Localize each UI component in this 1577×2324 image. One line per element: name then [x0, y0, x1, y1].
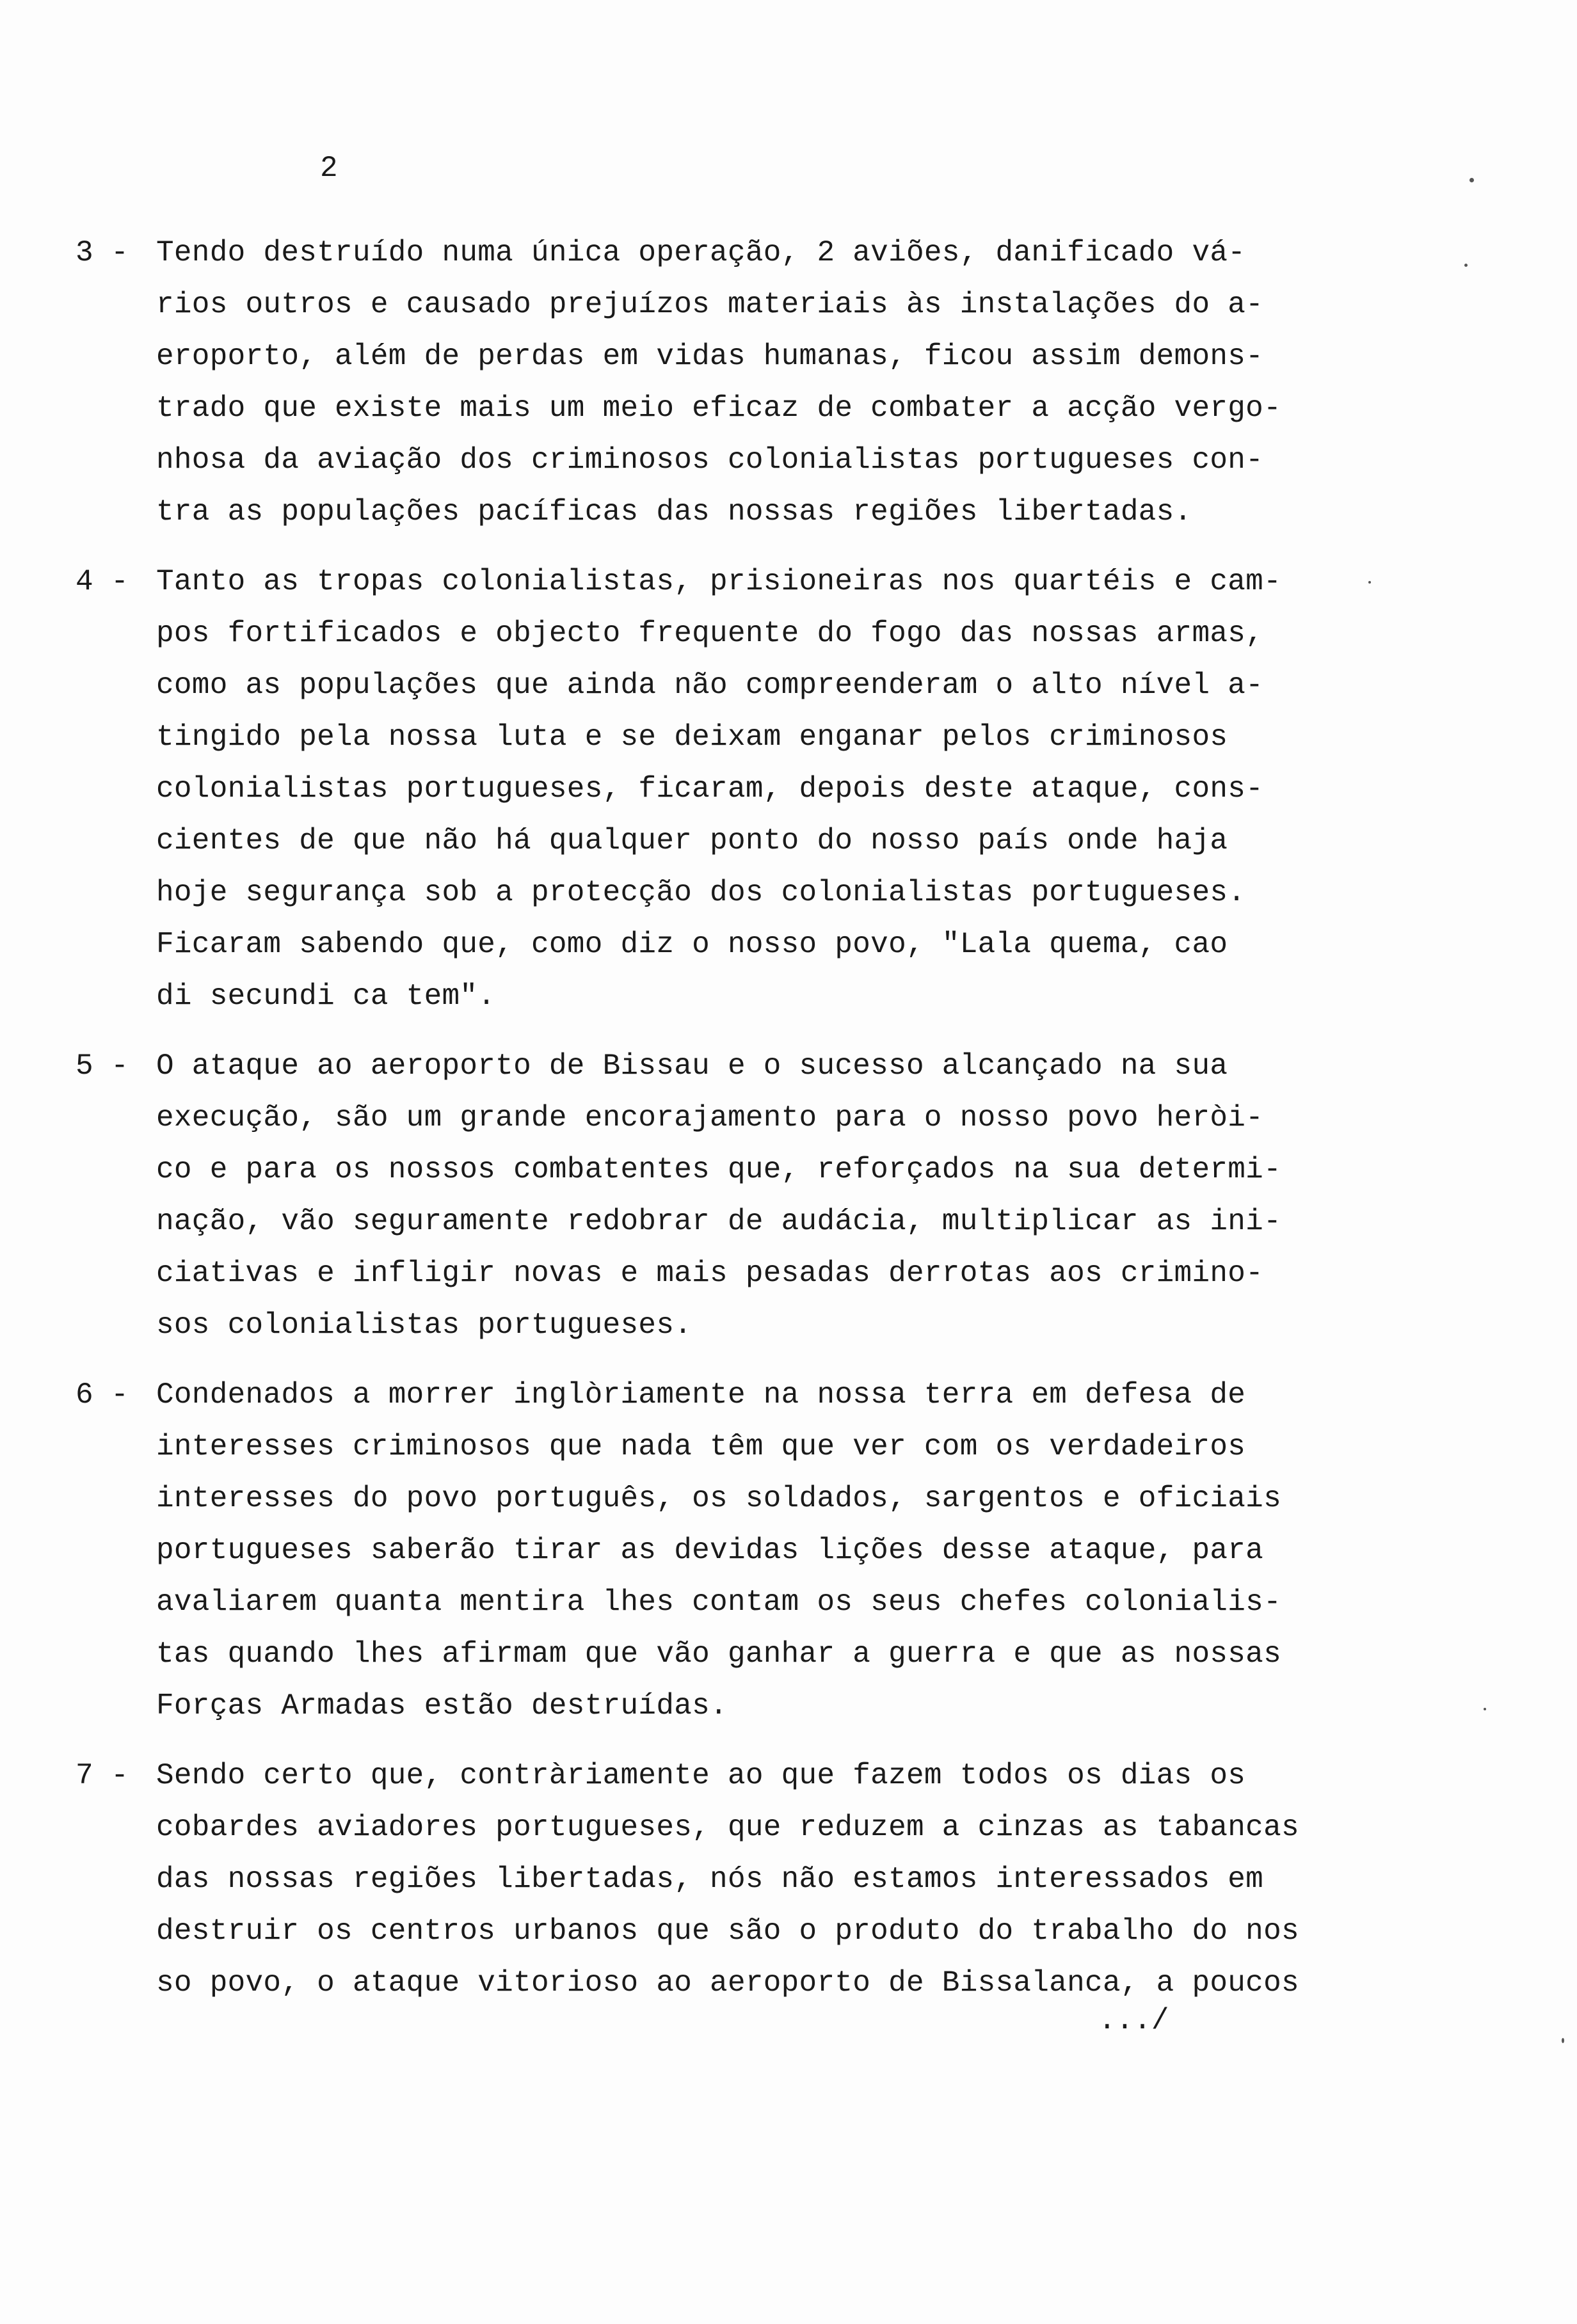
paragraph-number: 3 - — [76, 236, 129, 269]
paragraph-body — [156, 1040, 1375, 1351]
paragraph-body — [156, 556, 1375, 1023]
text-line: co e para os nossos combatentes que, reforçados na sua determi- — [156, 1153, 1281, 1186]
text-line: interesses do povo português, os soldados, sargentos e oficiais — [156, 1482, 1281, 1515]
text-line: portugueses saberão tirar as devidas lições desse ataque, para — [156, 1534, 1264, 1567]
text-line: execução, são um grande encorajamento para o nosso povo heròi- — [156, 1101, 1264, 1134]
paragraph-number: 4 - — [76, 565, 129, 598]
paragraph-6 — [76, 1369, 1375, 1732]
paragraph-number: 7 - — [76, 1759, 129, 1792]
paragraph-body — [156, 1369, 1375, 1732]
paragraph-3 — [76, 227, 1375, 538]
text-line: Ficaram sabendo que, como diz o nosso povo, "Lala quema, cao — [156, 928, 1228, 961]
text-line: Condenados a morrer inglòriamente na nossa terra em defesa de — [156, 1378, 1246, 1412]
text-line: Sendo certo que, contràriamente ao que fazem todos os dias os — [156, 1759, 1246, 1792]
text-line: Tendo destruído numa única operação, 2 aviões, danificado vá- — [156, 236, 1246, 269]
scan-speck — [1562, 2038, 1564, 2043]
text-line: O ataque ao aeroporto de Bissau e o sucesso alcançado na sua — [156, 1049, 1228, 1083]
text-line: cobardes aviadores portugueses, que reduzem a cinzas as tabancas — [156, 1811, 1299, 1844]
text-line: cientes de que não há qualquer ponto do nosso país onde haja — [156, 824, 1228, 857]
text-line: nhosa da aviação dos criminosos colonialistas portugueses con- — [156, 443, 1264, 477]
text-line: so povo, o ataque vitorioso ao aeroporto de Bissalanca, a poucos — [156, 1966, 1299, 2000]
text-line: sos colonialistas portugueses. — [156, 1309, 692, 1342]
text-line: das nossas regiões libertadas, nós não estamos interessados em — [156, 1863, 1264, 1896]
text-line: tra as populações pacíficas das nossas regiões libertadas. — [156, 495, 1192, 529]
text-line: pos fortificados e objecto frequente do fogo das nossas armas, — [156, 617, 1264, 650]
continuation-mark: .../ — [1098, 2004, 1169, 2037]
page-number: 2 — [320, 152, 338, 185]
paragraph-7 — [76, 1750, 1375, 2009]
scan-speck — [1368, 581, 1371, 584]
text-line: destruir os centros urbanos que são o produto do trabalho do nos — [156, 1914, 1299, 1948]
paragraph-body — [156, 1750, 1375, 2009]
text-line: interesses criminosos que nada têm que ver com os verdadeiros — [156, 1430, 1246, 1463]
text-line: ciativas e infligir novas e mais pesadas derrotas aos crimino- — [156, 1257, 1264, 1290]
numbered-paragraphs — [76, 227, 1375, 2009]
scan-speck — [1464, 264, 1468, 267]
text-line: nação, vão seguramente redobrar de audácia, multiplicar as ini- — [156, 1205, 1281, 1238]
text-line: tas quando lhes afirmam que vão ganhar a guerra e que as nossas — [156, 1637, 1281, 1671]
text-line: di secundi ca tem". — [156, 980, 496, 1013]
paragraph-body — [156, 227, 1375, 538]
text-line: eroporto, além de perdas em vidas humanas, ficou assim demons- — [156, 340, 1264, 373]
paragraph-4 — [76, 556, 1375, 1023]
text-line: rios outros e causado prejuízos materiais às instalações do a- — [156, 288, 1264, 321]
text-line: trado que existe mais um meio eficaz de combater a acção vergo- — [156, 392, 1281, 425]
paragraph-number: 5 - — [76, 1049, 129, 1083]
scan-speck — [1484, 1708, 1486, 1710]
text-line: colonialistas portugueses, ficaram, depois deste ataque, cons- — [156, 772, 1264, 806]
paragraph-5 — [76, 1040, 1375, 1351]
text-line: como as populações que ainda não compreenderam o alto nível a- — [156, 669, 1264, 702]
text-line: Tanto as tropas colonialistas, prisioneiras nos quartéis e cam- — [156, 565, 1281, 598]
text-line: tingido pela nossa luta e se deixam enganar pelos criminosos — [156, 720, 1228, 754]
text-line: avaliarem quanta mentira lhes contam os seus chefes colonialis- — [156, 1586, 1281, 1619]
paragraph-number: 6 - — [76, 1378, 129, 1412]
text-line: hoje segurança sob a protecção dos colonialistas portugueses. — [156, 876, 1246, 909]
text-line: Forças Armadas estão destruídas. — [156, 1689, 728, 1723]
scan-speck — [1469, 178, 1474, 182]
